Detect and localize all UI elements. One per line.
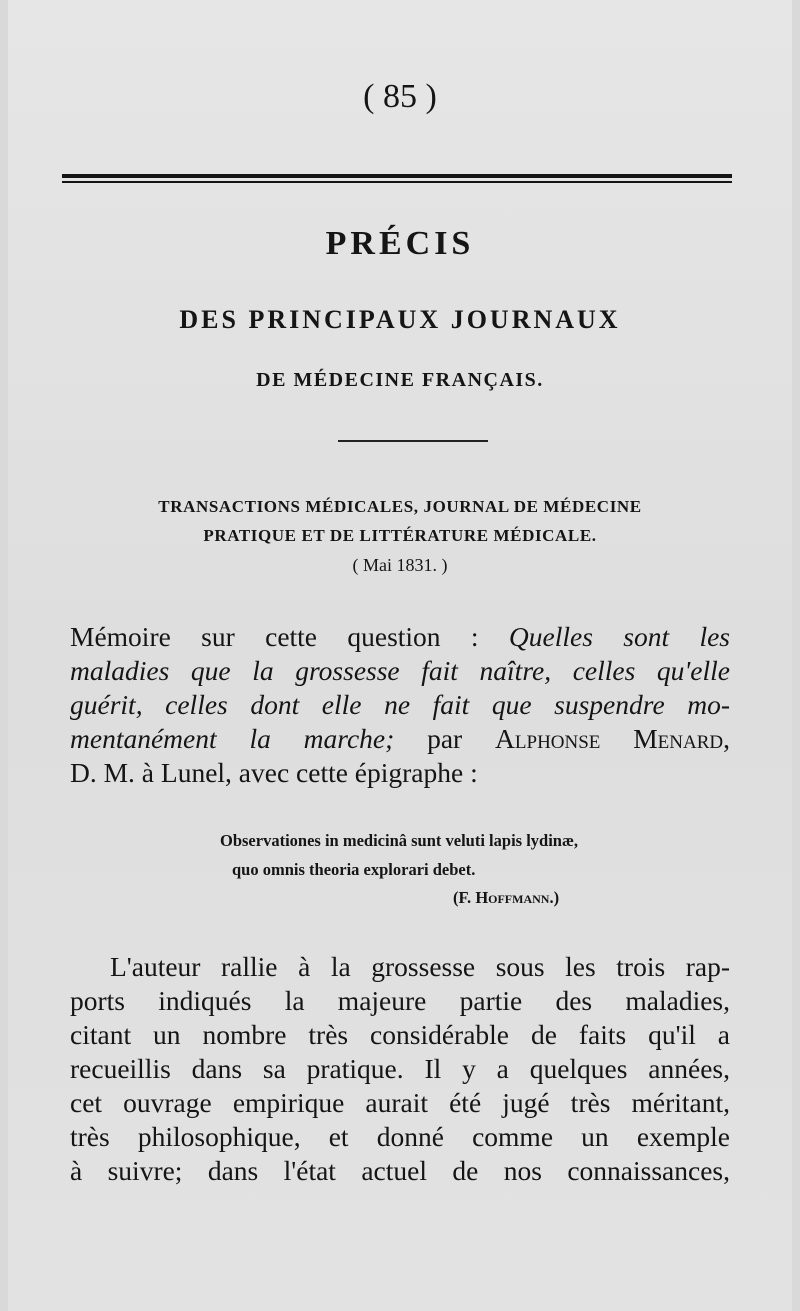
memoire-line-2 [70,654,730,688]
section-subtitle: DES PRINCIPAUX JOURNAUX [179,305,621,334]
memoire-line-4-par: par [394,723,496,754]
section-subtitle-2: DE MÉDECINE FRANÇAIS. [256,369,544,391]
paragraph-line: à suivre; dans l'état actuel de nos connaissances, [70,1155,730,1186]
epigraph-line-1: Observationes in medicinâ sunt veluti lapis lydinæ, [220,831,579,850]
memoire-line-1-italic: Quelles sont les [508,621,731,652]
body-paragraph [70,950,730,1188]
page-number: ( 85 ) [363,78,437,115]
memoire-line-4 [70,722,730,756]
book-page [8,0,792,1311]
memoire-heading [70,620,730,790]
journal-name-line-2: PRATIQUE ET DE LITTÉRATURE MÉDICALE. [203,526,597,545]
memoire-line-3-italic: guérit, celles dont elle ne fait que suspendre mo- [70,689,730,720]
epigraph-line-2: quo omnis theoria explorari debet. [232,860,476,879]
memoire-line-3 [70,688,730,722]
header-rule-thin [62,181,732,183]
epigraph-attribution-name: Hoffmann. [475,888,554,907]
memoire-line-2-italic: maladies que la grossesse fait naître, celles qu'elle [70,655,730,686]
memoire-line-4-comma: , [723,723,730,754]
paragraph-line: très philosophique, et donné comme un exemple [70,1121,730,1152]
journal-date: ( Mai 1831. ) [352,555,448,575]
header-rule-thick [62,174,732,178]
epigraph-attribution-open: (F. [453,888,476,907]
section-title: PRÉCIS [325,225,475,262]
paragraph-line: L'auteur rallie à la grossesse sous les trois rap- [110,951,730,982]
epigraph-attribution-close: ) [553,888,560,907]
memoire-line-4-italic: mentanément la marche; [70,723,395,754]
memoire-author: Alphonse Menard [495,723,724,754]
title-separator [338,440,488,442]
memoire-line-5: D. M. à Lunel, avec cette épigraphe : [70,757,478,788]
paragraph-line: recueillis dans sa pratique. Il y a quelques années, [70,1053,730,1084]
epigraph-attribution [453,888,792,908]
memoire-line-1 [70,620,730,654]
journal-name-line-1: TRANSACTIONS MÉDICALES, JOURNAL DE MÉDECINE [158,497,642,516]
memoire-line-1-roman: Mémoire sur cette question : [70,621,509,652]
paragraph-line: citant un nombre très considérable de faits qu'il a [70,1019,730,1050]
paragraph-line: cet ouvrage empirique aurait été jugé très méritant, [70,1087,730,1118]
paragraph-line: ports indiqués la majeure partie des maladies, [70,985,730,1016]
